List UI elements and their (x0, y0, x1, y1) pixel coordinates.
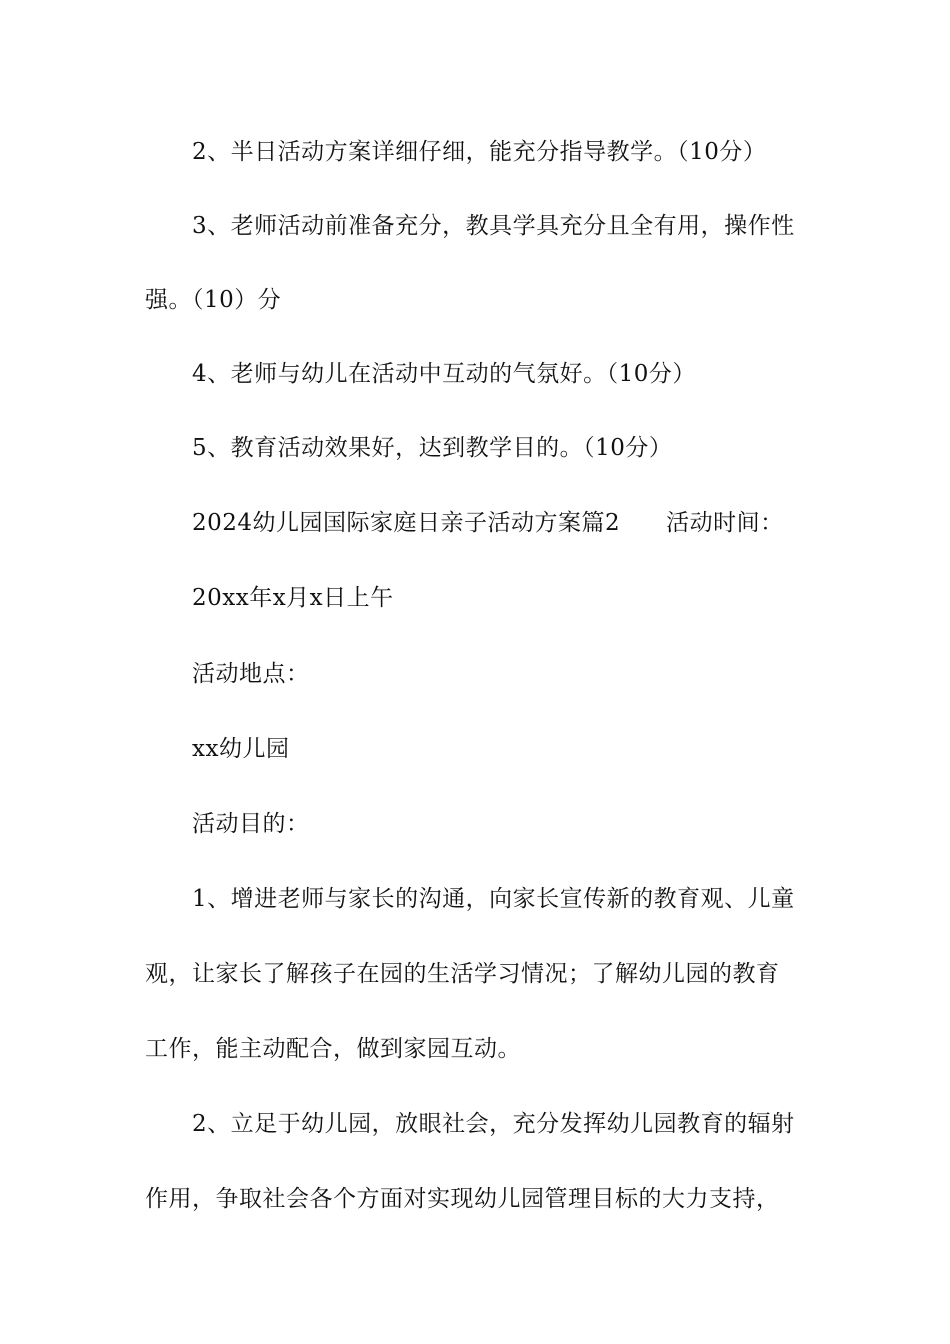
purpose-1-text: 1、增进老师与家长的沟通，向家长宣传新的教育观、儿童 (192, 886, 795, 912)
criterion-5-text: 5、教育活动效果好，达到教学目的。（10分） (192, 435, 673, 461)
section-heading-line (192, 508, 872, 538)
purpose-2-continuation: 作用，争取社会各个方面对实现幼儿园管理目标的大力支持， (145, 1186, 780, 1212)
purpose-1-continuation-1: 观，让家长了解孩子在园的生活学习情况；了解幼儿园的教育 (145, 961, 780, 987)
purpose-2-text: 2、立足于幼儿园，放眼社会，充分发挥幼儿园教育的辐射 (192, 1111, 795, 1137)
criterion-2-text: 2、半日活动方案详细仔细，能充分指导教学。（10分） (192, 139, 767, 165)
criterion-4-text: 4、老师与幼儿在活动中互动的气氛好。（10分） (192, 361, 696, 387)
activity-time-label: 活动时间： (666, 510, 784, 536)
activity-location-label: 活动地点： (192, 661, 310, 687)
purpose-1-continuation-2: 工作，能主动配合，做到家园互动。 (145, 1036, 521, 1062)
section-heading: 2024幼儿园国际家庭日亲子活动方案篇2 (192, 510, 621, 536)
activity-time-value: 20xx年x月x日上午 (192, 585, 394, 611)
activity-location-value: xx幼儿园 (192, 736, 290, 762)
activity-purpose-label: 活动目的： (192, 811, 310, 837)
criterion-3-continuation: 强。（10）分 (145, 287, 282, 313)
criterion-3-text: 3、老师活动前准备充分，教具学具充分且全有用，操作性 (192, 213, 795, 239)
